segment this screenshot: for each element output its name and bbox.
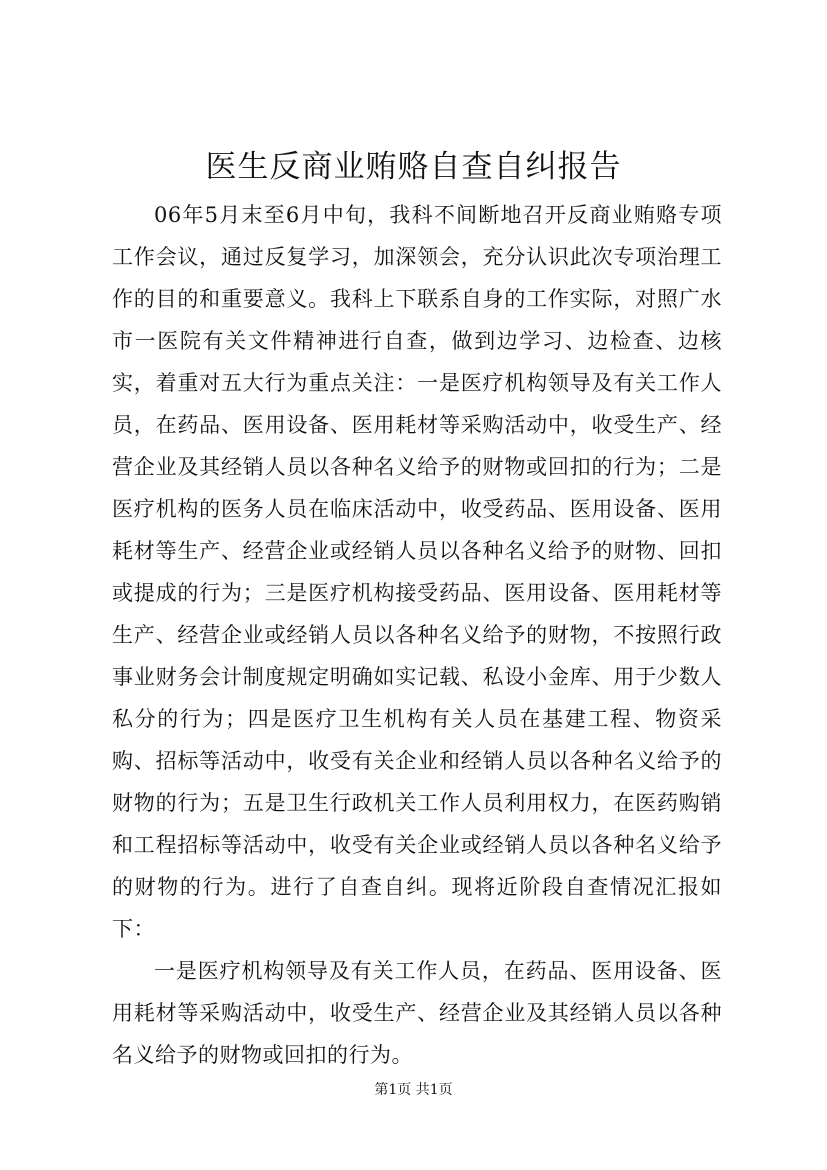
page-footer: 第1页 共1页 — [374, 1082, 453, 1098]
document-body — [112, 194, 722, 1076]
paragraph-intro: 06年5月末至6月中旬，我科不间断地召开反商业贿赂专项工作会议，通过反复学习，加深领会，充分认识此次专项治理工作的目的和重要意义。我科上下联系自身的工作实际，对照广水市一医院有关文件精神进行自查，做到边学习、边检查、边核实，着重对五大行为重点关注：一是医疗机构领导及有关工作人员，在药品、医用设备、医用耗材等采购活动中，收受生产、经营企业及其经销人员以各种名义给予的财物或回扣的行为；二是医疗机构的医务人员在临床活动中，收受药品、医用设备、医用耗材等生产、经营企业或经销人员以各种名义给予的财物、回扣或提成的行为；三是医疗机构接受药品、医用设备、医用耗材等生产、经营企业或经销人员以各种名义给予的财物，不按照行政事业财务会计制度规定明确如实记载、私设小金库、用于少数人私分的行为；四是医疗卫生机构有关人员在基建工程、物资采购、招标等活动中，收受有关企业和经销人员以各种名义给予的财物的行为；五是卫生行政机关工作人员利用权力，在医药购销和工程招标等活动中，收受有关企业或经销人员以各种名义给予的财物的行为。进行了自查自纠。现将近阶段自查情况汇报如下： — [112, 203, 722, 941]
document-title: 医生反商业贿赂自查自纠报告 — [205, 149, 622, 185]
paragraph-first-item: 一是医疗机构领导及有关工作人员，在药品、医用设备、医用耗材等采购活动中，收受生产、经营企业及其经销人员以各种名义给予的财物或回扣的行为。 — [112, 959, 722, 1067]
